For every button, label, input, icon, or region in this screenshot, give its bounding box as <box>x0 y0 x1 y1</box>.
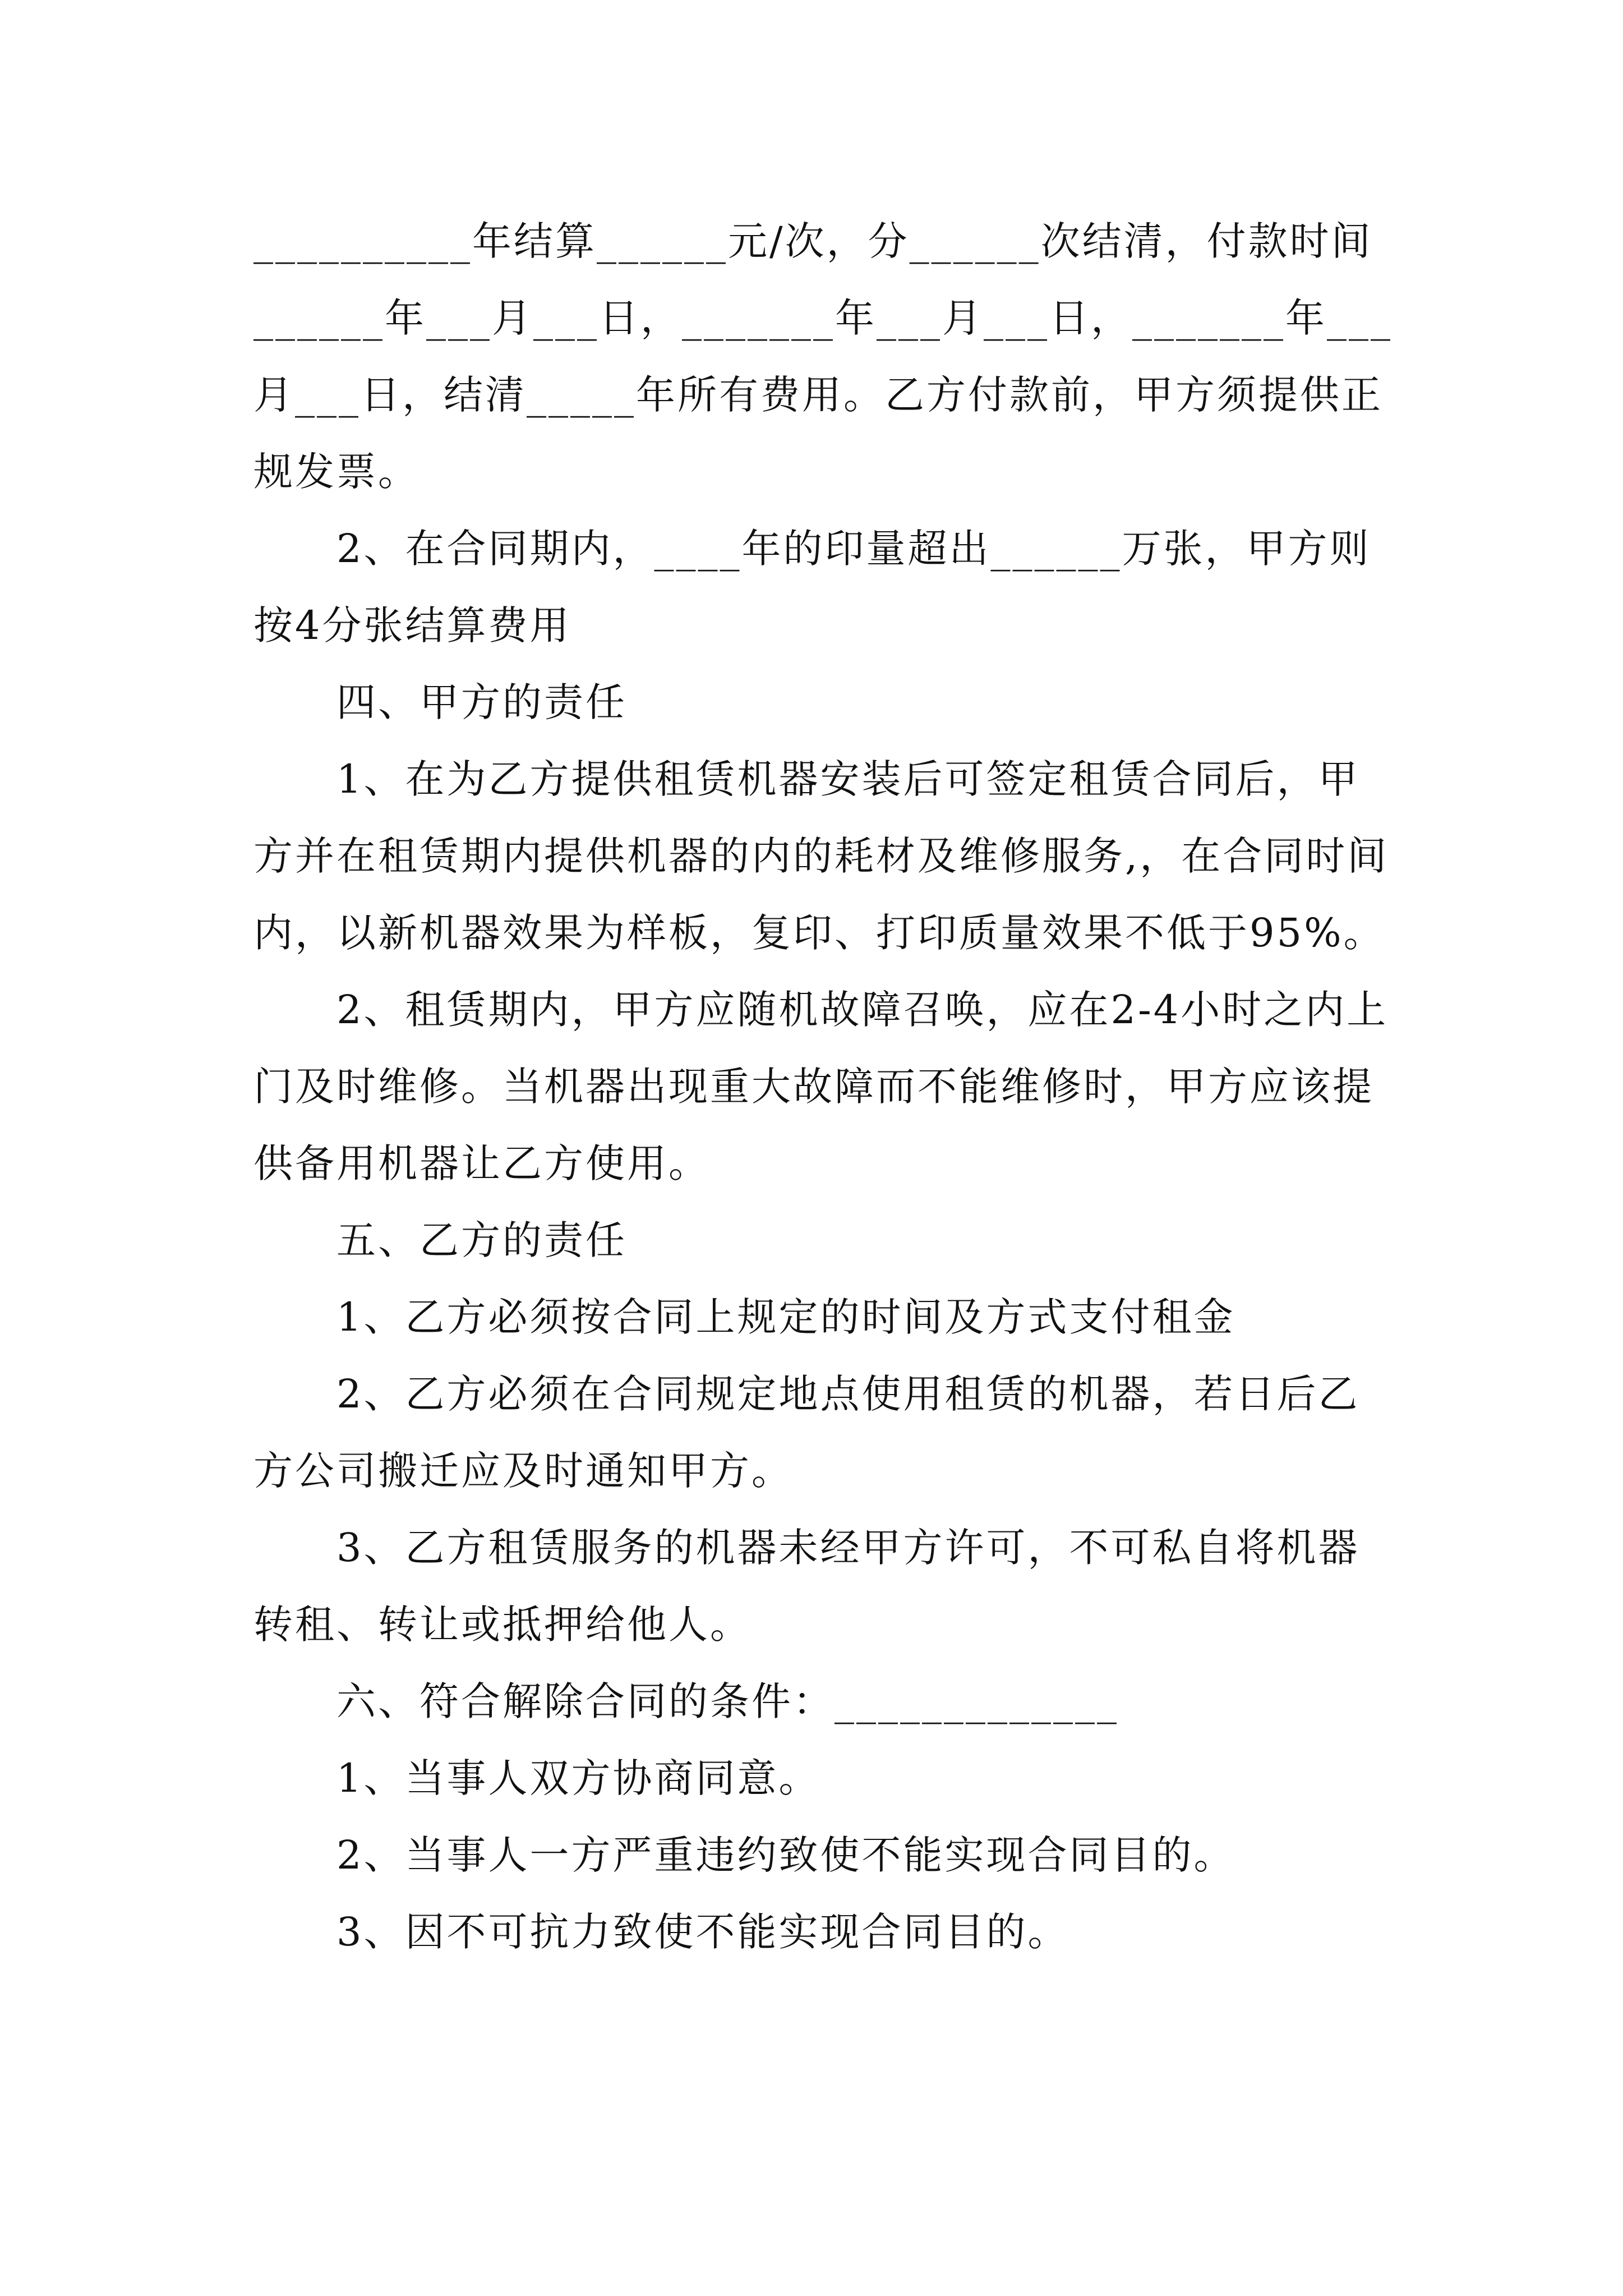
paragraph-termination-item-1: 1、当事人双方协商同意。 <box>336 1755 820 1801</box>
heading-termination-conditions: 六、符合解除合同的条件：_____________ <box>336 1678 1119 1724</box>
heading-party-b-responsibilities: 五、乙方的责任 <box>336 1217 627 1263</box>
paragraph-party-b-item-2: 2、乙方必须在合同规定地点使用租赁的机器，若日后乙方公司搬迁应及时通知甲方。 <box>253 1371 1360 1494</box>
paragraph-party-a-item-1: 1、在为乙方提供租赁机器安装后可签定租赁合同后，甲方并在租赁期内提供机器的内的耗材及维修服务,，在合同时间内，以新机器效果为样板，复印、打印质量效果不低于95%。 <box>253 756 1389 956</box>
contract-text <box>253 203 1393 1971</box>
paragraph-termination-item-3: 3、因不可抗力致使不能实现合同目的。 <box>336 1909 1069 1955</box>
paragraph-print-volume: 2、在合同期内，____年的印量超出______万张，甲方则按4分张结算费用 <box>253 526 1371 648</box>
heading-party-a-responsibilities: 四、甲方的责任 <box>336 679 627 725</box>
paragraph-payment-schedule: __________年结算______元/次，分______次结清，付款时间______年___月___日，_______年___月___日，_______年___月___日，结清_____年所有费用。乙方付款前，甲方须提供正规发票。 <box>253 218 1393 495</box>
paragraph-party-b-item-3: 3、乙方租赁服务的机器未经甲方许可，不可私自将机器转租、转让或抵押给他人。 <box>253 1525 1360 1648</box>
paragraph-party-b-item-1: 1、乙方必须按合同上规定的时间及方式支付租金 <box>336 1294 1235 1340</box>
paragraph-termination-item-2: 2、当事人一方严重违约致使不能实现合同目的。 <box>336 1832 1235 1878</box>
paragraph-party-a-item-2: 2、租赁期内，甲方应随机故障召唤，应在2-4小时之内上门及时维修。当机器出现重大故障而不能维修时，甲方应该提供备用机器让乙方使用。 <box>253 987 1389 1186</box>
